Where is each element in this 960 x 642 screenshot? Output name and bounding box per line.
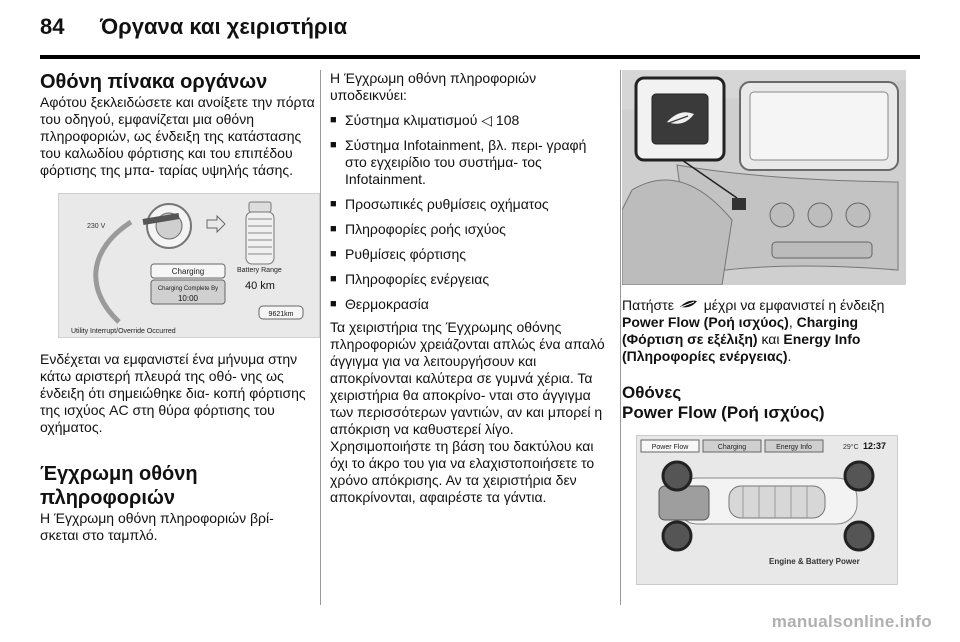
charging-term: Charging (Φόρτιση σε εξέλιξη) [622, 314, 859, 347]
clock-time: 12:37 [863, 441, 887, 451]
column-3 [622, 70, 910, 585]
page-header [40, 14, 347, 44]
dashboard-figure [622, 70, 906, 285]
column-1 [40, 70, 315, 544]
feature-list [330, 112, 610, 313]
header-title: Όργανα και χειριστήρια [100, 14, 348, 39]
energy-info-term: Energy Info (Πληροφορίες ενέργειας) [622, 331, 861, 364]
power-flow-illustration [637, 436, 898, 585]
tab-energy-info: Energy Info [776, 444, 812, 451]
tab-charging: Charging [717, 444, 747, 451]
instruction-start: Πατήστε [622, 297, 674, 313]
odometer: 9621km [268, 311, 294, 318]
battery-range-label: Battery Range [237, 267, 282, 274]
dashboard-illustration [622, 70, 906, 285]
list-item: ■ Σύστημα κλιματισμού ◁ 108 [330, 112, 610, 129]
complete-by-label: Charging Complete By [157, 286, 219, 292]
charging-display-illustration [59, 194, 320, 338]
column-divider-2 [620, 70, 621, 605]
instruction-mid: μέχρι να εμφανιστεί η ένδειξη [703, 297, 885, 313]
section-heading-color-display: Έγχρωμη οθόνη πληροφοριών [40, 463, 198, 509]
battery-range-value: 40 km [245, 280, 275, 292]
temperature: 29°C [843, 444, 859, 451]
footer-site-logo: manualsonline.info [771, 612, 932, 631]
battery-icon [246, 202, 274, 264]
page-number: 84 [40, 14, 65, 39]
section-heading-display: Οθόνη πίνακα οργάνων [40, 71, 268, 93]
complete-time: 10:00 [177, 294, 199, 303]
and-word: και [761, 331, 780, 347]
power-flow-subheading: Power Flow (Ροή ισχύος) [622, 403, 825, 422]
list-item: ■ Ρυθμίσεις φόρτισης [330, 246, 610, 263]
touch-controls-paragraph: Τα χειριστήρια της Έγχρωμης οθόνης πληροφοριών χρειάζονται απλώς ένα απαλό άγγιγμα για να λειτουργήσουν και αποκρίνονται καλύτερα σε γυμνά χέρια. Τα χειριστήρια θα αποκρίνο- νται στο άγγιγμα των περισσότερων γαντιών, αν και μπορεί η απόκριση να καθυστερεί λίγο. Χρησιμοποιήστε τη βάση του δακτύλου και όχι το άκρο του για να ελαχιστοποιήσετε το χρόνο απόκρισης. Αν τα χειριστήρια δεν αποκρίνονται, αφαιρέστε τα γάντια. [330, 319, 605, 505]
column-divider-1 [320, 70, 321, 605]
location-paragraph: Η Έγχρωμη οθόνη πληροφοριών βρί- σκεται στο ταμπλό. [40, 510, 274, 543]
instruction-paragraph: Πατήστε μέχρι να εμφανιστεί η ένδειξη Power Flow (Ροή ισχύος), Charging (Φόρτιση σε εξέλιξη) και Energy Info (Πληροφορίες ενέργειας). [622, 297, 885, 364]
charging-display-figure [58, 193, 320, 338]
list-item: ■ Θερμοκρασία [330, 296, 610, 313]
power-flow-figure [636, 435, 898, 585]
header-rule [40, 55, 920, 59]
utility-message: Utility Interrupt/Override Occurred [71, 328, 176, 335]
voltage-label: 230 V [87, 223, 106, 230]
power-caption: Engine & Battery Power [769, 557, 860, 566]
charging-label: Charging [171, 267, 205, 276]
list-intro: Η Έγχρωμη οθόνη πληροφοριών υποδεικνύει: [330, 70, 537, 103]
list-item: ■ Σύστημα Infotainment, βλ. περι- γραφή στο εγχειρίδιο του συστήμα- τος Infotainment. [330, 137, 610, 188]
message-paragraph: Ενδέχεται να εμφανιστεί ένα μήνυμα στην κάτω αριστερή πλευρά της οθό- νης ως ένδειξη ότι σημειώθηκε δια- κοπή φόρτισης της ισχύος AC στη θύρα φόρτισης του οχήματος. [40, 351, 306, 435]
list-item: ■ Προσωπικές ρυθμίσεις οχήματος [330, 196, 610, 213]
tab-power-flow: Power Flow [651, 444, 689, 451]
column-2 [330, 70, 610, 506]
leaf-button-icon [678, 297, 700, 313]
screens-heading: Οθόνες [622, 383, 682, 402]
intro-paragraph: Αφότου ξεκλειδώσετε και ανοίξετε την πόρτα του οδηγού, εμφανίζεται μια οθόνη πληροφοριών, ως ένδειξη της κατάστασης του καλωδίου φόρτισης και του επιπέδου φόρτισης της μπα- ταρίας υψηλής τάσης. [40, 94, 315, 178]
list-item: ■ Πληροφορίες ροής ισχύος [330, 221, 610, 238]
power-flow-term: Power Flow (Ροή ισχύος) [622, 314, 789, 330]
list-item: ■ Πληροφορίες ενέργειας [330, 271, 610, 288]
